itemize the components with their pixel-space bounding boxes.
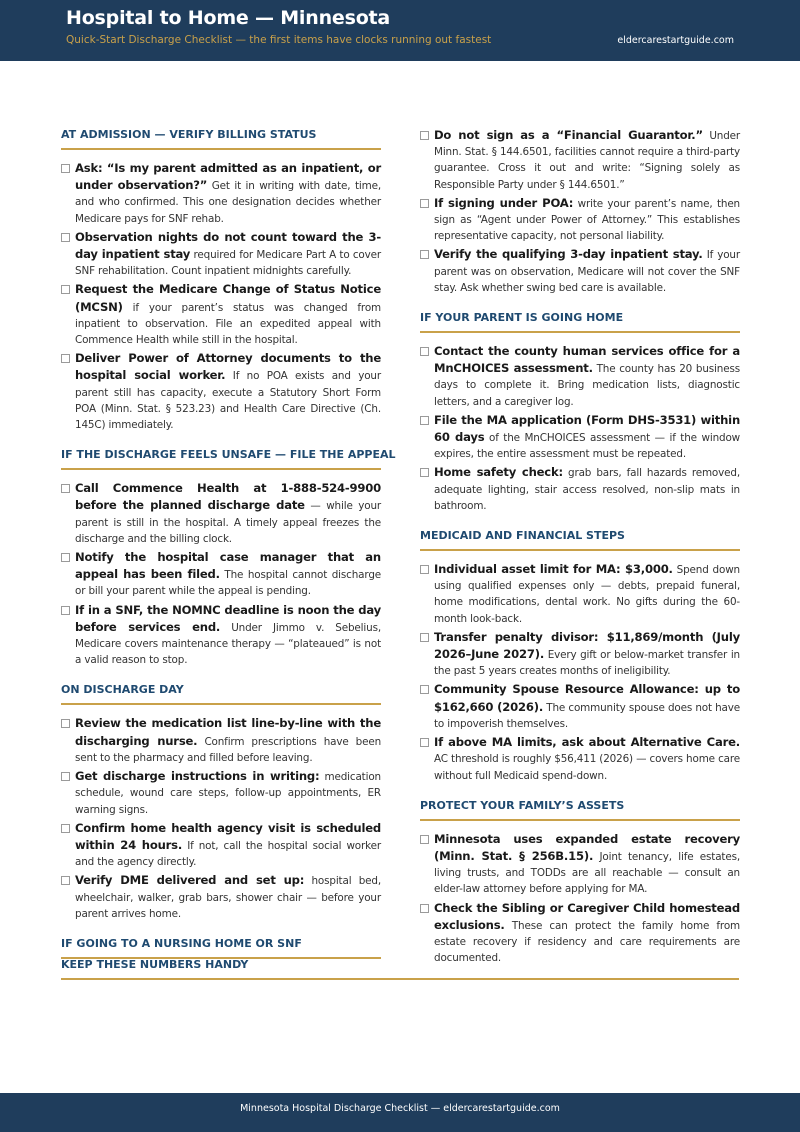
checklist-item xyxy=(61,281,381,348)
checklist-item xyxy=(420,127,740,193)
checklist-section xyxy=(420,298,740,514)
checkbox-icon[interactable] xyxy=(420,835,429,844)
checkbox-icon[interactable] xyxy=(420,633,429,642)
checkbox-icon[interactable] xyxy=(61,164,70,173)
item-body-text: These can protect the family home from estate recovery if residency and care requirements are documented. xyxy=(434,919,740,965)
section-gap xyxy=(420,516,740,526)
section-title: IF THE DISCHARGE FEELS UNSAFE — FILE THE APPEAL xyxy=(61,445,381,470)
keep-numbers-section xyxy=(61,955,739,980)
checklist-section xyxy=(61,670,381,921)
item-lead-text: Do not sign as a “Financial Guarantor.” xyxy=(434,128,703,142)
checklist-item xyxy=(420,343,740,410)
item-body-text: hospital bed, wheelchair, walker, grab bars, shower chair — before your parent arrives home. xyxy=(75,875,381,920)
item-body-text: AC threshold is roughly $56,411 (2026) — covers home care without full Medicaid spend-down. xyxy=(434,753,740,782)
checklist-item xyxy=(61,480,381,547)
item-lead-text: Notify the hospital case manager that an appeal has been filed. xyxy=(75,550,381,582)
checkbox-icon[interactable] xyxy=(61,285,70,294)
item-body-text: medication schedule, wound care steps, follow-up appointments, ER warning signs. xyxy=(75,771,381,816)
section-title: KEEP THESE NUMBERS HANDY xyxy=(61,955,739,980)
checkbox-icon[interactable] xyxy=(420,416,429,425)
item-body-text: If your parent was on observation, Medicare will not cover the SNF stay. Ask whether swing bed care is available. xyxy=(434,249,740,294)
item-body-text: The community spouse does not have to impoverish themselves. xyxy=(434,701,741,730)
item-body-text: of the MnCHOICES assessment — if the window expires, the entire assessment must be repeated. xyxy=(434,432,741,461)
checkbox-icon[interactable] xyxy=(61,824,70,833)
item-body-text: Under Minn. Stat. § 144.6501, facilities cannot require a third-party guarantee. Cross it out and write: “Signing solely as Responsible Party under § 144.6501.” xyxy=(434,130,741,191)
checklist-section xyxy=(61,924,381,959)
item-body-text: Confirm prescriptions have been sent to the pharmacy and filled before leaving. xyxy=(75,735,382,764)
checklist-item xyxy=(420,629,740,680)
section-gap xyxy=(420,298,740,308)
section-title: PROTECT YOUR FAMILY’S ASSETS xyxy=(420,796,740,821)
checkbox-icon[interactable] xyxy=(420,904,429,913)
page-title: Hospital to Home — Minnesota xyxy=(66,7,391,29)
section-gap xyxy=(61,670,381,680)
checkbox-icon[interactable] xyxy=(420,565,429,574)
section-title: MEDICAID AND FINANCIAL STEPS xyxy=(420,526,740,551)
checkbox-icon[interactable] xyxy=(61,772,70,781)
checkbox-icon[interactable] xyxy=(61,484,70,493)
item-lead-text: Request the Medicare Change of Status Notice (MCSN) xyxy=(75,282,381,314)
item-lead-text: Review the medication list line-by-line with the discharging nurse. xyxy=(75,716,381,748)
item-lead-text: Community Spouse Resource Allowance: up to $162,660 (2026). xyxy=(434,682,740,714)
checklist-item xyxy=(420,734,740,784)
item-lead-text: Minnesota uses expanded estate recovery (Minn. Stat. § 256B.15). xyxy=(434,831,740,863)
item-body-text: Under Jimmo v. Sebelius, Medicare covers maintenance therapy — “plateaued” is not a valid reason to stop. xyxy=(75,621,381,667)
checklist-item xyxy=(61,715,381,766)
checkbox-icon[interactable] xyxy=(61,876,70,885)
checkbox-icon[interactable] xyxy=(420,199,429,208)
checklist-item xyxy=(61,350,381,433)
item-lead-text: Observation nights do not count toward the 3-day inpatient stay xyxy=(75,229,381,262)
section-title: IF YOUR PARENT IS GOING HOME xyxy=(420,308,740,333)
item-body-text: if your parent’s status was changed from inpatient to observation. File an expedited appeal with Commence Health while still in the hospital. xyxy=(75,301,381,347)
item-body-text: If no POA exists and your parent still has capacity, execute a Statutory Short Form POA (Minn. Stat. § 523.23) and Health Care Directive (Ch. 145C) immediately. xyxy=(75,370,381,432)
checklist-section xyxy=(420,516,740,784)
item-lead-text: Check the Sibling or Caregiver Child homestead exclusions. xyxy=(434,900,740,932)
checkbox-icon[interactable] xyxy=(420,347,429,356)
item-lead-text: If signing under POA: xyxy=(434,195,574,210)
item-lead-text: Deliver Power of Attorney documents to the hospital social worker. xyxy=(75,351,381,383)
checklist-section xyxy=(61,125,381,433)
checkbox-icon[interactable] xyxy=(61,606,70,615)
item-lead-text: Home safety check: xyxy=(434,465,563,480)
item-lead-text: Confirm home health agency visit is scheduled within 24 hours. xyxy=(75,820,381,852)
item-body-text: required for Medicare Part A to cover SNF rehabilitation. Count inpatient midnights carefully. xyxy=(75,249,382,278)
checklist-item xyxy=(420,681,740,732)
checklist-item xyxy=(420,464,740,514)
checklist-section xyxy=(420,786,740,967)
checkbox-icon[interactable] xyxy=(420,468,429,477)
item-lead-text: Contact the county human services office for a MnCHOICES assessment. xyxy=(434,344,740,376)
checkbox-icon[interactable] xyxy=(420,131,429,140)
section-gap xyxy=(61,435,381,445)
item-lead-text: Transfer penalty divisor: $11,869/month (July 2026–June 2027). xyxy=(434,629,740,662)
right-column xyxy=(420,127,740,968)
item-body-text: Every gift or below-market transfer in the past 5 years creates months of ineligibility. xyxy=(434,649,740,678)
checkbox-icon[interactable] xyxy=(61,233,70,242)
left-column xyxy=(61,125,396,969)
item-body-text: Joint tenancy, life estates, living trusts, and TODDs are all reachable — consult an elder-law attorney before applying for MA. xyxy=(434,850,740,896)
section-gap xyxy=(420,786,740,796)
item-lead-text: If in a SNF, the NOMNC deadline is noon the day before services end. xyxy=(75,602,381,634)
checklist-item xyxy=(420,412,740,463)
footer-text: Minnesota Hospital Discharge Checklist — eldercarestartguide.com xyxy=(240,1103,560,1114)
item-lead-text: If above MA limits, ask about Alternative Care. xyxy=(434,735,740,750)
checklist-item xyxy=(61,602,381,669)
checklist-section xyxy=(61,435,396,668)
item-lead-text: Verify the qualifying 3-day inpatient stay. xyxy=(434,247,703,262)
checklist-item xyxy=(61,160,381,227)
item-body-text: The county has 20 business days to complete it. Bring medication lists, diagnostic letters, and a caregiver log. xyxy=(434,363,740,408)
section-gap xyxy=(61,924,381,934)
checkbox-icon[interactable] xyxy=(61,354,70,363)
item-body-text: Spend down using qualified expenses only — debts, prepaid funeral, home modifications, dental work. No gifts during the 60-month look-back. xyxy=(434,564,740,625)
checkbox-icon[interactable] xyxy=(420,738,429,747)
item-body-text: Get it in writing with date, time, and who confirmed. This one designation decides whether Medicare pays for SNF rehab. xyxy=(75,180,381,225)
checkbox-icon[interactable] xyxy=(61,719,70,728)
page-footer xyxy=(0,1093,800,1132)
item-lead-text: Get discharge instructions in writing: xyxy=(75,769,320,784)
checklist-item xyxy=(61,549,381,600)
checklist-item xyxy=(61,820,381,871)
checkbox-icon[interactable] xyxy=(420,250,429,259)
checklist-item xyxy=(61,768,381,818)
item-lead-text: Call Commence Health at 1-888-524-9900 before the planned discharge date xyxy=(75,481,381,513)
item-body-text: write your parent’s name, then sign as “Agent under Power of Attorney.” This establishes representative capacity, not personal liability. xyxy=(434,197,740,243)
item-body-text: If not, call the hospital social worker and the agency directly. xyxy=(75,839,381,869)
header-site-link[interactable]: eldercarestartguide.com xyxy=(617,35,734,46)
checklist-item xyxy=(61,872,381,922)
page-subtitle: Quick-Start Discharge Checklist — the first items have clocks running out fastest xyxy=(66,34,492,46)
checklist-section xyxy=(420,127,740,296)
checklist-item xyxy=(420,831,740,898)
item-lead-text: Ask: “Is my parent admitted as an inpatient, or under observation?” xyxy=(75,161,381,193)
section-title: AT ADMISSION — VERIFY BILLING STATUS xyxy=(61,125,381,150)
item-body-text: — while your parent is still in the hospital. A timely appeal freezes the discharge and the billing clock. xyxy=(75,500,382,545)
checkbox-icon[interactable] xyxy=(420,685,429,694)
checklist-item xyxy=(420,195,740,245)
checkbox-icon[interactable] xyxy=(61,553,70,562)
checklist-item xyxy=(420,561,740,627)
checklist-item xyxy=(420,246,740,296)
page-header xyxy=(0,0,800,61)
item-lead-text: Individual asset limit for MA: $3,000. xyxy=(434,562,673,577)
section-title: IF GOING TO A NURSING HOME OR SNF xyxy=(61,934,381,959)
item-lead-text: File the MA application (Form DHS-3531) within 60 days xyxy=(434,412,740,445)
checklist-item xyxy=(61,229,381,280)
item-body-text: The hospital cannot discharge or bill your parent while the appeal is pending. xyxy=(75,569,382,598)
item-lead-text: Verify DME delivered and set up: xyxy=(75,873,305,888)
item-body-text: grab bars, fall hazards removed, adequate lighting, stair access resolved, non-slip mats in bathroom. xyxy=(434,467,740,512)
section-title: ON DISCHARGE DAY xyxy=(61,680,381,705)
